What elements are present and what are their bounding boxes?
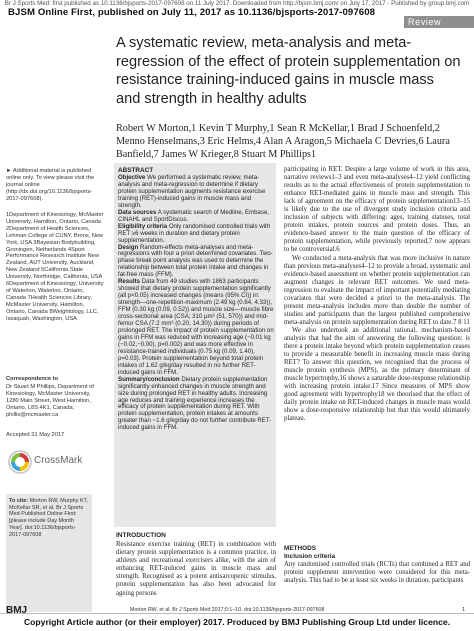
paragraph-1: participating in RET. Despite a large volume of work in this area, narrative reviews1–3 and even meta-analyses4–12 yield conflicting results as to the actual effectiveness of protein supplementation to enhance RET-mediated gains in muscle mass and strength. This lack of agreement on the efficacy of protein supplementation13–15 is likely due to the use of divergent study inclusion criteria and inclusion of subjects with differing: ages, training statuses, total protein intakes, protein sources and protein doses. Thus, an evidence-based answer to the main question of the efficacy of protein supplementation, while previously reported,7 now appears to be controversial.6 bbox=[284, 166, 470, 254]
citation-text bbox=[9, 498, 89, 538]
introduction-heading: INTRODUCTION bbox=[116, 532, 166, 539]
footer-citation: Morton RW, et al. Br J Sports Med 2017;0:1–10. doi:10.1136/bjsports-2017-097608 bbox=[130, 607, 325, 613]
citation-body: Morton RW, Murphy KT, McKellar SR, et al. Br J Sports Med Published Online First: [please include Day Month Year]. doi:10.1136/bjsports-2017-097608 bbox=[9, 498, 88, 538]
methods-heading: METHODS bbox=[284, 545, 316, 552]
paragraph-2: We conducted a meta-analysis that was more inclusive in nature than previous meta-analyses4–12 to provide a broad, systematic and evidence-based assessment on whether protein supplementation can augment changes in relevant RET outcomes. We used meta-regression to evaluate the impact of important potentially mediating covariates that were decided a priori to the meta-analysis. The present meta-analysis includes more than double the number of studies and participants than the largest published comprehensive meta-analysis on protein supplementation during RET to date.7 8 11 bbox=[284, 254, 470, 326]
article-title: A systematic review, meta-analysis and meta-regression of the effect of protein supplementation on resistance training-induced gains in muscle mass and strength in healthy adults bbox=[116, 35, 461, 107]
correspondence-address: Dr Stuart M Phillips, Department of Kinesiology, McMaster University, 1280 Main Street, West Hamilton, Ontario, L8S 4K1, Canada; phillis@mcmaster.ca bbox=[6, 384, 94, 418]
abstract-body: Objective We performed a systematic review, meta-analysis and meta-regression to determine if dietary protein supplementation augments resistance exercise training (RET)-induced gains in muscle mass and strength. Data sources A systematic search of Medline, Embase, CINAHL and SportDiscus. Eligibility criteria Only randomised controlled trials with RET ≥6 weeks in duration and dietary protein supplementation. Design Random-effects meta-analyses and meta-regressions with four a priori determined covariates. Two-phase break point analysis was used to determine the relationship between total protein intake and changes in fat-free mass (FFM). Results Data from 49 studies with 1863 participants showed that dietary protein supplementation significantly (all p<0.05) increased changes (means (95% CI)) in: strength—one-repetition-maximum (2.49 kg (0.64, 4.33)), FFM (0.30 kg (0.09, 0.52)) and muscle size—muscle fibre cross-sectional area (CSA; 310 μm² (51, 570)) and mid-femur CSA (7.2 mm² (0.20, 14.30)) during periods of prolonged RET. The impact of protein supplementation on gains in FFM was reduced with increasing age (−0.01 kg (−0.02,−0.00), p=0.002) and was more effective in resistance-trained individuals (0.75 kg (0.09, 1.40), p=0.03). Protein supplementation beyond total protein intakes of 1.62 g/kg/day resulted in no further RET-induced gains in FFM. Summary/conclusion Dietary protein supplementation significantly enhanced changes in muscle strength and size during prolonged RET in healthy adults. Increasing age reduces and training experience increases the efficacy of protein supplementation during RET. With protein supplementation, protein intakes at amounts greater than ~1.6 g/kg/day do not further contribute RET-induced gains in FFM. bbox=[118, 174, 274, 432]
accepted-date: Accepted 31 May 2017 bbox=[6, 432, 65, 438]
body-column bbox=[284, 166, 470, 424]
download-notice: Br J Sports Med: first published as 10.1136/bjsports-2017-097608 on 11 July 2017. Downloaded from http://bjsm.bmj.com/ on July 17, 2017 - Published by group.bmj.com bbox=[4, 0, 470, 7]
bmj-logo: BMJ bbox=[6, 605, 28, 616]
crossmark-icon[interactable] bbox=[8, 450, 32, 474]
crossmark-label[interactable]: CrossMark bbox=[34, 455, 83, 466]
online-first-banner: BJSM Online First, published on July 11, 2017 as 10.1136/bjsports-2017-097608 bbox=[8, 7, 376, 18]
correspondence-label: Correspondence to bbox=[6, 376, 59, 382]
section-label: Review bbox=[408, 17, 442, 27]
copyright-notice: Copyright Article author (or their employer) 2017. Produced by BMJ Publishing Group Ltd under licence. bbox=[23, 617, 451, 627]
paragraph-3: We also undertook an additional rational, mechanism-based analysis that had the aim of answering the following question: is there a protein intake beyond which protein supplementation ceases to provide a measurable benefit in increasing muscle mass during RET? To answer this question, we recognised that the process of muscle protein synthesis (MPS), as the primary determinant of muscle hypertrophy,16 shows a saturable dose-response relationship with increasing protein intake.17 Since measures of MPS show good agreement with hypertrophy18 we theorised that the effect of daily protein intake on RET-induced changes in muscle mass would show a dose-responsive relationship but that this would ultimately plateau. bbox=[284, 326, 470, 423]
page-number: 1 bbox=[462, 607, 466, 613]
author-list: Robert W Morton,1 Kevin T Murphy,1 Sean R McKellar,1 Brad J Schoenfeld,2 Menno Henselmans,3 Eric Helms,4 Alan A Aragon,5 Michaela C Devries,6 Laura Banfield,7 James W Krieger,8 Stuart M Phillips1 bbox=[116, 123, 450, 161]
introduction-text: Resistance exercise training (RET) in combination with dietary protein supplementation is a common practice, in athletes and recreational exercisers alike, with the aim of enhancing RET-induced gains in muscle mass and strength. Recognised as a potent antisarcopenic stimulus, protein supplementation has also been advocated for ageing persons bbox=[116, 541, 276, 597]
citation-label: To cite: bbox=[9, 498, 29, 504]
methods-text: Any randomised controlled trials (RCTs) that combined a RET and protein supplement intervention were considered for this meta-analysis. This had to be at least six weeks in duration, participants bbox=[284, 561, 470, 585]
footer-divider bbox=[0, 613, 474, 614]
affiliations: 1Department of Kinesiology, McMaster University, Hamilton, Ontario, Canada 2Department of Health Sciences, Lehman College of CUNY, Bronx, New York, USA 3Bayesian Bodybuilding, Groningen, Netherlands 4Sport Performance Research Institute New Zealand, AUT University, Auckland, New Zealand 5California State University, Northridge, California, USA 6Department of Kinesiology, University of Waterloo, Waterloo, Ontario, Canada 7Health Sciences Library, McMaster University, Hamilton, Ontario, Canada 8Weightology, LLC, Issaquah, Washington, USA bbox=[6, 212, 104, 322]
abstract-heading: ABSTRACT bbox=[118, 167, 154, 174]
inclusion-criteria-heading: Inclusion criteria bbox=[284, 553, 336, 560]
additional-material-note: ► Additional material is published online only. To view please visit the journal online (http://dx.doi.org/10.1136/bjsports-2017-097608). bbox=[6, 168, 94, 202]
